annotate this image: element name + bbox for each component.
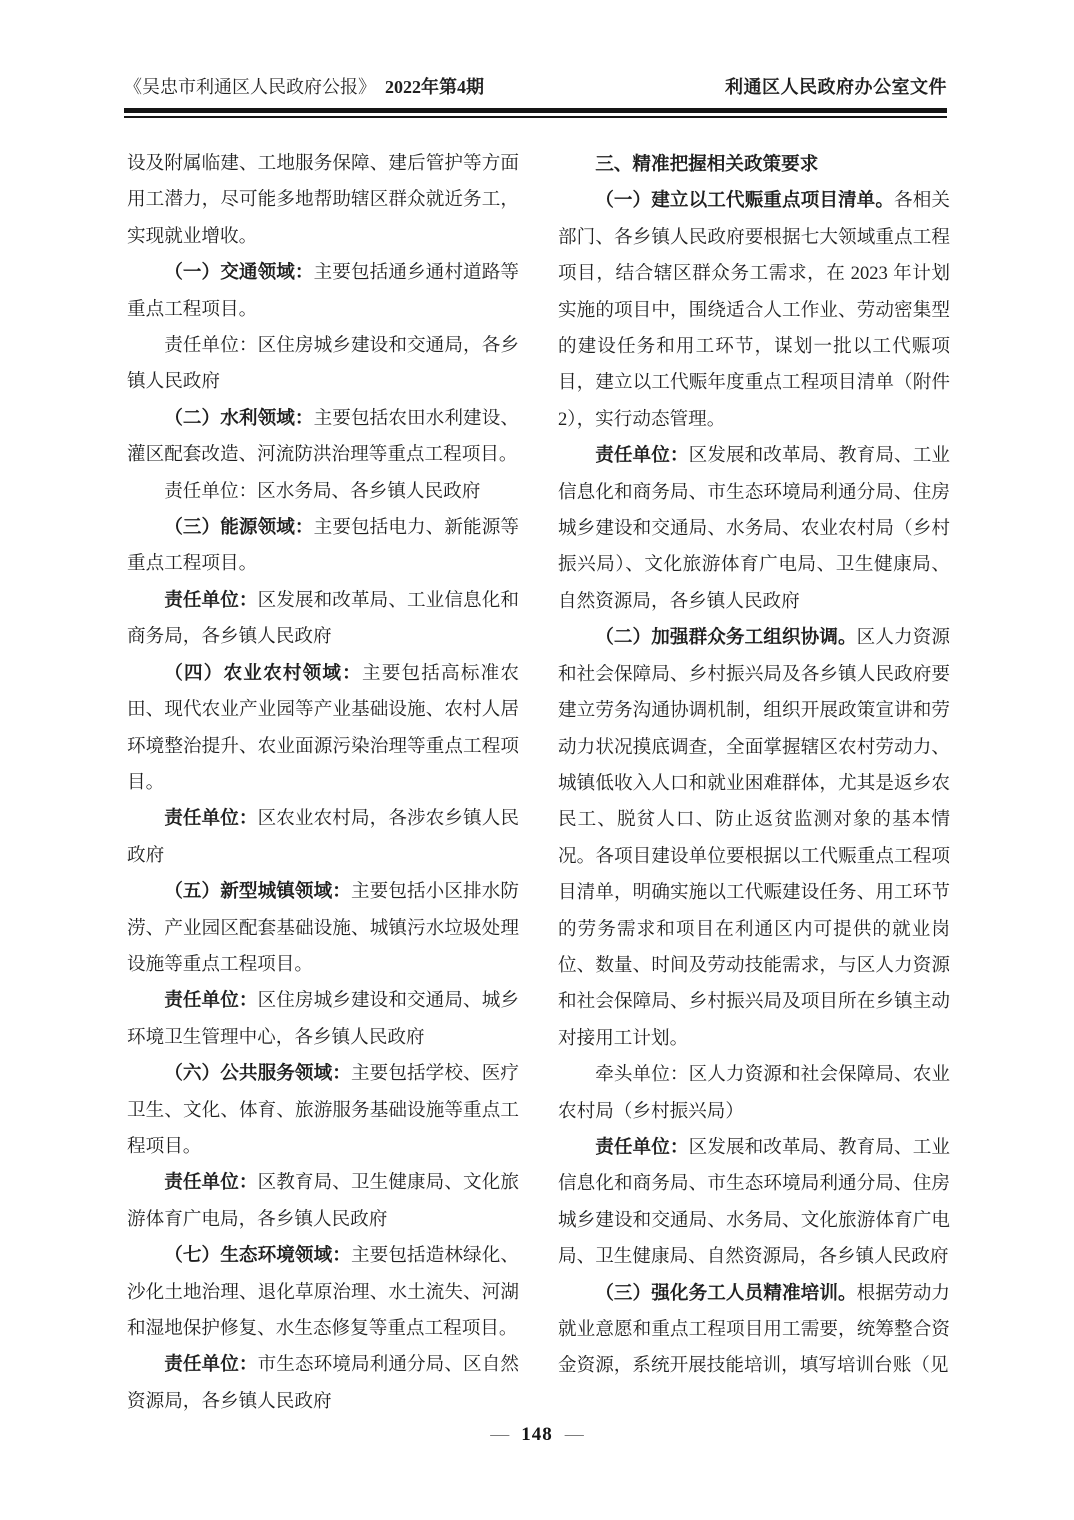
text-run: 责任单位：	[595, 1136, 689, 1158]
document-body	[127, 146, 950, 1420]
paragraph	[558, 1057, 950, 1130]
text-run: 责任单位：区住房城乡建设和交通局，各乡镇人民政府	[127, 335, 519, 393]
text-run: 主要包括小区排水防涝、产业园区配套基础设施、城镇污水垃圾处理设施等重点工程项目。	[127, 881, 519, 975]
text-run: （六）公共服务领域：	[164, 1063, 351, 1085]
text-run: 牵头单位：区人力资源和社会保障局、农业农村局（乡村振兴局）	[558, 1064, 950, 1122]
page-header	[124, 74, 947, 100]
text-run: （五）新型城镇领域：	[164, 881, 351, 903]
paragraph	[127, 801, 519, 874]
left-column	[127, 146, 519, 1420]
text-run: （四）农业农村领域：	[164, 662, 362, 684]
paragraph	[127, 510, 519, 583]
text-run: （三）强化务工人员精准培训。	[595, 1282, 857, 1304]
text-run: 设及附属临建、工地服务保障、建后管护等方面用工潜力，尽可能多地帮助辖区群众就近务工，实现就业增收。	[127, 153, 519, 247]
text-run: （三）能源领域：	[164, 517, 314, 539]
header-double-rule	[124, 108, 947, 118]
paragraph	[127, 983, 519, 1056]
page-number: 148	[521, 1424, 553, 1445]
paragraph	[127, 1165, 519, 1238]
text-run: （二）水利领域：	[164, 407, 314, 429]
text-run: 区住房城乡建设和交通局、城乡环境卫生管理中心，各乡镇人民政府	[127, 990, 519, 1048]
text-run: 各相关部门、各乡镇人民政府要根据七大领域重点工程项目，结合辖区群众务工需求，在 2023 年计划实施的项目中，围绕适合人工作业、劳动密集型的建设任务和用工环节，谋划一批以工代赈项目，建立以工代赈年度重点工程项目清单（附件2），实行动态管理。	[558, 190, 950, 430]
paragraph	[127, 1056, 519, 1165]
text-run: 区人力资源和社会保障局、乡村振兴局及各乡镇人民政府要建立劳务沟通协调机制，组织开展政策宣讲和劳动力状况摸底调查，全面掌握辖区农村劳动力、城镇低收入人口和就业困难群体，尤其是返乡农民工、脱贫人口、防止返贫监测对象的基本情况。各项目建设单位要根据以工代赈重点工程项目清单，明确实施以工代赈建设任务、用工环节的劳务需求和项目在利通区内可提供的就业岗位、数量、时间及劳动技能需求，与区人力资源和社会保障局、乡村振兴局及项目所在乡镇主动对接用工计划。	[558, 627, 950, 1049]
issue-number: 2022年第4期	[385, 77, 484, 97]
text-run: 区发展和改革局、工业信息化和商务局，各乡镇人民政府	[127, 589, 519, 648]
right-column	[558, 146, 950, 1420]
footer-dash-right: —	[564, 1424, 584, 1445]
text-run: 三、精准把握相关政策要求	[595, 153, 819, 174]
paragraph	[127, 255, 519, 328]
paragraph	[127, 1238, 519, 1347]
text-run: 市生态环境局利通分局、区自然资源局，各乡镇人民政府	[127, 1354, 519, 1412]
paragraph	[558, 1276, 950, 1385]
text-run: 主要包括高标准农田、现代农业产业园等产业基础设施、农村人居环境整治提升、农业面源污染治理等重点工程项目。	[127, 662, 519, 793]
text-run: 区教育局、卫生健康局、文化旅游体育广电局，各乡镇人民政府	[127, 1172, 519, 1230]
text-run: 主要包括电力、新能源等重点工程项目。	[127, 517, 519, 575]
text-run: 主要包括造林绿化、沙化土地治理、退化草原治理、水土流失、河湖和湿地保护修复、水生态修复等重点工程项目。	[127, 1245, 519, 1339]
text-run: 根据劳动力就业意愿和重点工程项目用工需要，统筹整合资金资源，系统开展技能培训，填写培训台账（见	[558, 1282, 950, 1377]
paragraph	[558, 438, 950, 620]
paragraph	[127, 474, 519, 510]
text-run: （二）加强群众务工组织协调。	[595, 627, 857, 649]
text-run: 责任单位：	[595, 445, 689, 467]
paragraph	[127, 401, 519, 474]
paragraph	[558, 146, 950, 183]
paragraph	[558, 1130, 950, 1276]
gazette-title: 《吴忠市利通区人民政府公报》	[124, 77, 376, 97]
gazette-masthead	[124, 74, 484, 100]
text-run: 责任单位：	[164, 990, 258, 1012]
text-run: 区发展和改革局、教育局、工业信息化和商务局、市生态环境局利通分局、住房城乡建设和交通局、水务局、文化旅游体育广电局、卫生健康局、自然资源局，各乡镇人民政府	[558, 1136, 950, 1268]
footer-dash-left: —	[490, 1424, 510, 1445]
text-run: 责任单位：	[164, 589, 258, 611]
text-run: （一）交通领域：	[164, 262, 314, 284]
page-footer	[0, 1420, 1074, 1450]
text-run: 主要包括农田水利建设、灌区配套改造、河流防洪治理等重点工程项目。	[127, 407, 519, 466]
text-run: 区发展和改革局、教育局、工业信息化和商务局、市生态环境局利通分局、住房城乡建设和交通局、水务局、农业农村局（乡村振兴局）、文化旅游体育广电局、卫生健康局、自然资源局，各乡镇人民政府	[558, 445, 950, 612]
text-run: 责任单位：区水务局、各乡镇人民政府	[164, 480, 481, 502]
paragraph	[127, 656, 519, 802]
text-run: （一）建立以工代赈重点项目清单。	[595, 190, 895, 212]
document-category-label: 利通区人民政府办公室文件	[725, 77, 947, 97]
text-run: 区农业农村局，各涉农乡镇人民政府	[127, 808, 519, 866]
paragraph	[127, 583, 519, 656]
paragraph	[558, 620, 950, 1057]
text-run: 主要包括通乡通村道路等重点工程项目。	[127, 262, 519, 320]
paragraph	[127, 328, 519, 401]
text-run: 责任单位：	[164, 1172, 258, 1194]
paragraph	[127, 874, 519, 983]
text-run: （七）生态环境领域：	[164, 1245, 351, 1267]
text-run: 责任单位：	[164, 1354, 258, 1376]
paragraph	[127, 1347, 519, 1420]
text-run: 责任单位：	[164, 808, 258, 830]
paragraph	[558, 183, 950, 438]
paragraph	[127, 146, 519, 255]
text-run: 主要包括学校、医疗卫生、文化、体育、旅游服务基础设施等重点工程项目。	[127, 1063, 519, 1157]
